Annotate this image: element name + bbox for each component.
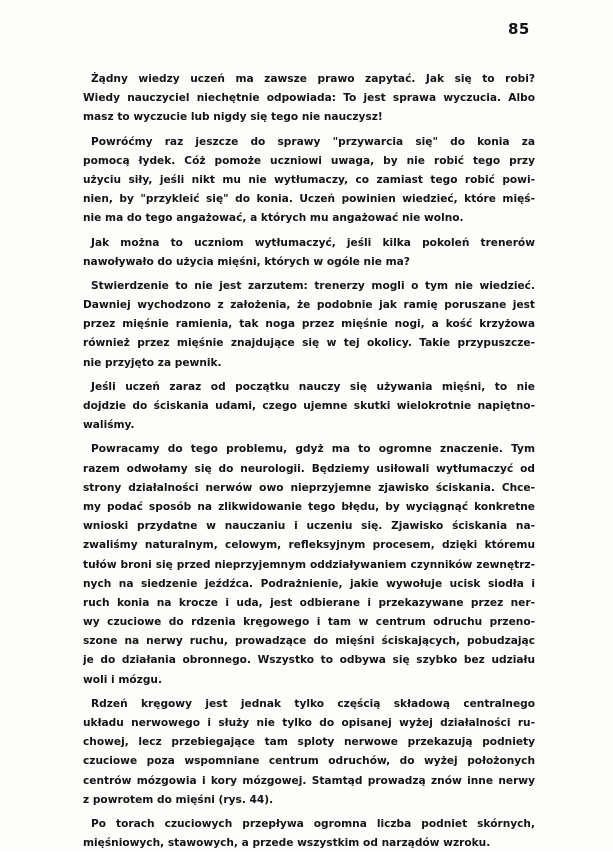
text-line: tułów broni się przed nieprzyjemnym oddziaływaniem czynników zewnętrz-	[83, 558, 535, 571]
text-line: układu nerwowego i służy nie tylko do opisanej wyżej działalności ru-	[83, 717, 535, 729]
text-line: razem odwołamy się do neurologii. Będziemy usiłowali wytłumaczyć od	[83, 462, 535, 475]
paragraph	[83, 378, 535, 436]
text-line: z powrotem do mięśni (rys. 44).	[83, 793, 274, 806]
text-line: centrów mózgowia i kory mózgowej. Stamtąd prowadzą znów inne nerwy	[83, 774, 535, 787]
text-line: Powróćmy raz jeszcze do sprawy "przywarcia się" do konia za	[91, 135, 535, 148]
paragraph	[83, 234, 535, 272]
text-line: Powracamy do tego problemu, gdyż ma to ogromne znaczenie. Tym	[91, 443, 535, 456]
text-line: Po torach czuciowych przepływa ogromna liczba podniet skórnych,	[91, 817, 535, 830]
text-line: waliśmy.	[83, 419, 135, 432]
text-line: nie ma do tego angażować, a których mu angażować nie wolno.	[83, 212, 464, 225]
text-line: zwaliśmy naturalnym, celowym, refleksyjnym procesem, dzięki któremu	[83, 539, 535, 552]
text-line: wnioski przydatne w nauczaniu i uczeniu się. Zjawisko ściskania na-	[83, 520, 535, 533]
text-line: Dawniej wychodzono z założenia, że podobnie jak ramię poruszane jest	[83, 299, 535, 312]
text-line: mięśniowych, stawowych, a przede wszystkim od narządów wzroku.	[83, 837, 491, 850]
paragraph	[83, 695, 535, 810]
text-line: Wiedy nauczyciel niechętnie odpowiada: To jest sprawa wyczucia. Albo	[83, 92, 535, 105]
text-line: Żądny wiedzy uczeń ma zawsze prawo zapytać. Jak się to robi?	[91, 73, 535, 85]
body-text	[83, 70, 535, 858]
text-line: wy czuciowe do rdzenia kręgowego i tam w centrum odruchu przeno-	[83, 616, 535, 629]
text-line: Jak można to uczniom wytłumaczyć, jeśli kilka pokoleń trenerów	[91, 236, 535, 249]
paragraph	[83, 70, 535, 128]
text-line: Rdzeń kręgowy jest jednak tylko częścią składową centralnego	[91, 697, 535, 710]
text-line: ruch konia na krocze i uda, jest odbierane i przekazywane przez ner-	[83, 596, 535, 609]
text-line: użyciu siły, jeśli nikt mu nie wytłumaczy, co zamiast tego robić powi-	[83, 173, 535, 186]
text-line: chowej, lecz przebiegające tam sploty nerwowe przekazują podniety	[83, 736, 535, 749]
paragraph	[83, 440, 535, 689]
text-line: nien, by "przykleić się" do konia. Uczeń powinien wiedzieć, które mięś-	[83, 193, 535, 206]
text-line: nych na siedzenie jeźdźca. Podrażnienie, jakie wywołuje ucisk siodła i	[83, 577, 535, 590]
text-line: pomocą łydek. Cóż pomoże uczniowi uwaga, by nie robić tego przy	[83, 154, 535, 167]
text-line: woli i mózgu.	[83, 673, 162, 686]
text-line: przez mięśnie ramienia, tak noga przez mięśnie nogi, a kość krzyżowa	[83, 318, 535, 331]
page-number: 85	[508, 20, 530, 38]
text-line: Stwierdzenie to nie jest zarzutem: trenerzy mogli o tym nie wiedzieć.	[91, 279, 535, 292]
text-line: nie przyjęto za pewnik.	[83, 356, 222, 369]
text-line: my podać sposób na zlikwidowanie tego błędu, by wyciągnąć konkretne	[83, 500, 535, 513]
text-line: nawoływało do użycia mięśni, których w ogóle nie ma?	[83, 255, 410, 268]
text-line: szone na nerwy ruchu, prowadzące do mięśni ściskających, pobudzając	[83, 635, 535, 648]
paragraph	[83, 815, 535, 853]
text-line: masz to wyczucie lub nigdy się tego nie nauczysz!	[83, 111, 383, 124]
text-line: czuciowe poza wspomniane centrum odruchów, do wyżej położonych	[83, 755, 535, 768]
paragraph	[83, 133, 535, 229]
text-line: dojdzie do ściskania udami, czego ujemne skutki wielokrotnie napiętno-	[83, 400, 535, 412]
text-line: strony działalności nerwów owo nieprzyjemne zjawisko ściskania. Chce-	[83, 481, 535, 494]
text-line: je do działania obronnego. Wszystko to odbywa się szybko bez udziału	[83, 654, 535, 667]
text-line: Jeśli uczeń zaraz od początku nauczy się używania mięśni, to nie	[91, 380, 535, 393]
paragraph	[83, 277, 535, 373]
text-line: również przez mięśnie znajdujące się w tej okolicy. Takie przypuszcze-	[83, 337, 535, 350]
